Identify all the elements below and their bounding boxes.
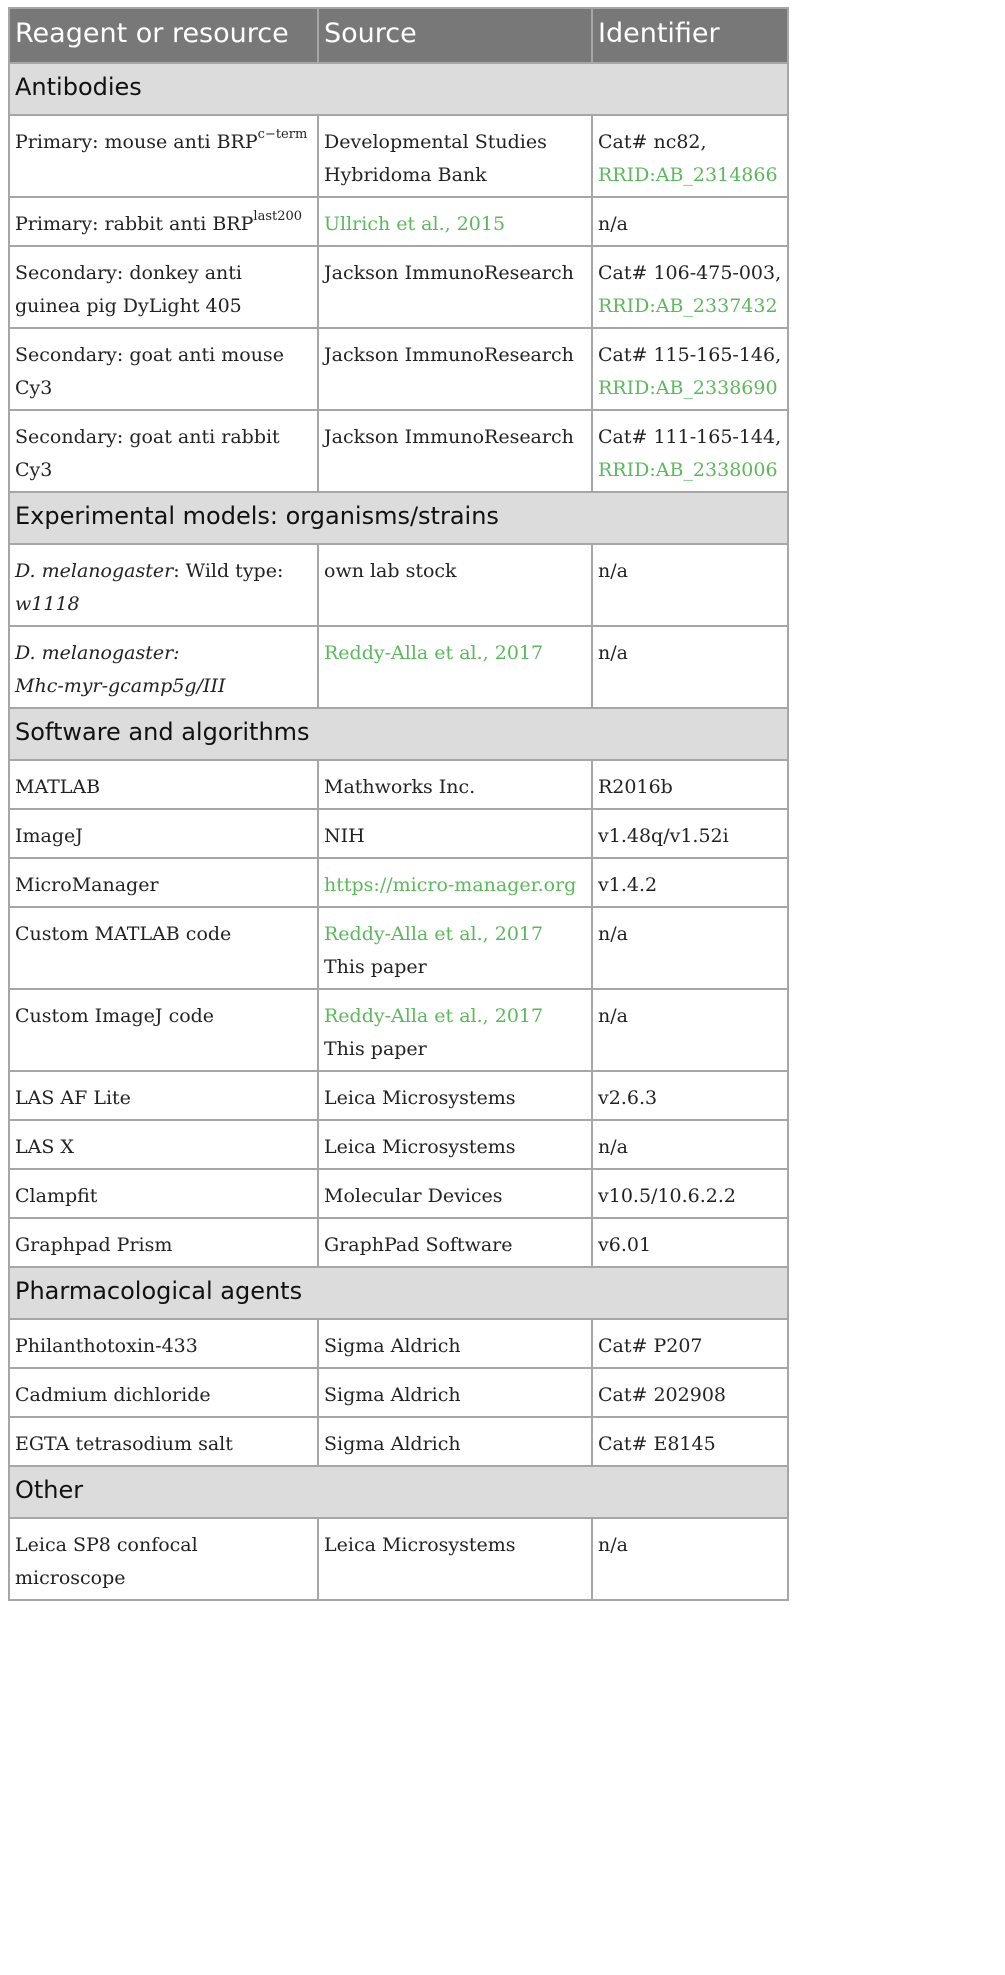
source-cell: GraphPad Software [318, 1218, 592, 1267]
reagent-cell: EGTA tetrasodium salt [9, 1417, 318, 1466]
source-cell: own lab stock [318, 544, 592, 626]
section-title: Pharmacological agents [9, 1267, 788, 1319]
section-title: Antibodies [9, 63, 788, 115]
table-row [9, 1319, 788, 1368]
identifier-cell: n/a [592, 1120, 788, 1169]
table-row [9, 197, 788, 246]
section-row-other [9, 1466, 788, 1518]
catalog-number: Cat# 115-165-146, [598, 344, 782, 366]
identifier-cell: v2.6.3 [592, 1071, 788, 1120]
header-identifier: Identifier [592, 8, 788, 63]
reagent-cell: MATLAB [9, 760, 318, 809]
table-body [9, 63, 788, 1600]
source-cell: Jackson ImmunoResearch [318, 328, 592, 410]
source-cell [318, 858, 592, 907]
identifier-cell: v1.48q/v1.52i [592, 809, 788, 858]
section-title: Software and algorithms [9, 708, 788, 760]
table-row [9, 1218, 788, 1267]
source-extra: This paper [324, 1038, 427, 1060]
identifier-cell [592, 410, 788, 492]
reagent-cell: Secondary: goat anti rabbit Cy3 [9, 410, 318, 492]
identifier-cell: v10.5/10.6.2.2 [592, 1169, 788, 1218]
table-row [9, 410, 788, 492]
species-name: D. melanogaster [15, 560, 174, 582]
reagent-cell: Clampfit [9, 1169, 318, 1218]
citation-year-link[interactable]: 2017 [494, 1005, 544, 1027]
key-resources-table-container [8, 7, 787, 1601]
identifier-cell: Cat# 202908 [592, 1368, 788, 1417]
identifier-cell: v6.01 [592, 1218, 788, 1267]
identifier-cell: n/a [592, 907, 788, 989]
source-cell [318, 197, 592, 246]
section-row-models [9, 492, 788, 544]
table-header [9, 8, 788, 63]
source-cell: Sigma Aldrich [318, 1368, 592, 1417]
source-cell: Sigma Aldrich [318, 1319, 592, 1368]
source-cell: Molecular Devices [318, 1169, 592, 1218]
table-row [9, 246, 788, 328]
reagent-cell [9, 544, 318, 626]
reagent-cell: MicroManager [9, 858, 318, 907]
source-cell: Leica Microsystems [318, 1518, 592, 1600]
table-row [9, 907, 788, 989]
identifier-cell [592, 115, 788, 197]
table-row [9, 989, 788, 1071]
rrid-link[interactable]: RRID:AB_2337432 [598, 295, 778, 317]
rrid-link[interactable]: RRID:AB_2314866 [598, 164, 778, 186]
source-cell: Mathworks Inc. [318, 760, 592, 809]
reagent-cell: Cadmium dichloride [9, 1368, 318, 1417]
reagent-cell [9, 115, 318, 197]
strain-descriptor: : Wild type: [173, 560, 284, 582]
source-cell: Jackson ImmunoResearch [318, 246, 592, 328]
reagent-cell [9, 197, 318, 246]
reagent-cell: Secondary: donkey anti guinea pig DyLight 405 [9, 246, 318, 328]
identifier-cell: n/a [592, 197, 788, 246]
section-row-software [9, 708, 788, 760]
reagent-cell: Philanthotoxin-433 [9, 1319, 318, 1368]
reagent-cell: Custom ImageJ code [9, 989, 318, 1071]
citation-link[interactable]: Reddy-Alla et al., [324, 642, 489, 664]
table-row [9, 1169, 788, 1218]
table-row [9, 858, 788, 907]
source-cell [318, 626, 592, 708]
identifier-cell: n/a [592, 626, 788, 708]
table-row [9, 115, 788, 197]
reagent-cell: LAS X [9, 1120, 318, 1169]
citation-year-link[interactable]: 2017 [494, 642, 544, 664]
reagent-superscript: last200 [253, 208, 303, 224]
source-cell [318, 989, 592, 1071]
reagent-cell: Leica SP8 confocal microscope [9, 1518, 318, 1600]
catalog-number: Cat# 111-165-144, [598, 426, 782, 448]
identifier-cell: n/a [592, 1518, 788, 1600]
identifier-cell: v1.4.2 [592, 858, 788, 907]
strain-name: w1118 [15, 593, 80, 615]
identifier-cell: Cat# P207 [592, 1319, 788, 1368]
source-cell [318, 907, 592, 989]
identifier-cell: n/a [592, 544, 788, 626]
table-row [9, 1071, 788, 1120]
header-reagent: Reagent or resource [9, 8, 318, 63]
reagent-cell: Custom MATLAB code [9, 907, 318, 989]
reagent-superscript: c−term [257, 126, 308, 142]
reagent-cell [9, 626, 318, 708]
section-row-pharma [9, 1267, 788, 1319]
table-row [9, 1120, 788, 1169]
citation-year-link[interactable]: 2015 [456, 213, 506, 235]
citation-link[interactable]: Reddy-Alla et al., [324, 1005, 489, 1027]
citation-link[interactable]: Ullrich et al., [324, 213, 451, 235]
section-title: Other [9, 1466, 788, 1518]
source-cell: Leica Microsystems [318, 1071, 592, 1120]
citation-link[interactable]: Reddy-Alla et al., [324, 923, 489, 945]
table-row [9, 809, 788, 858]
source-cell: Jackson ImmunoResearch [318, 410, 592, 492]
table-row [9, 760, 788, 809]
source-cell: Developmental Studies Hybridoma Bank [318, 115, 592, 197]
reagent-name: Primary: rabbit anti BRP [15, 213, 254, 235]
identifier-cell [592, 246, 788, 328]
reagent-name: Primary: mouse anti BRP [15, 131, 258, 153]
reagent-cell: Graphpad Prism [9, 1218, 318, 1267]
section-title: Experimental models: organisms/strains [9, 492, 788, 544]
catalog-number: Cat# 106-475-003, [598, 262, 782, 284]
citation-year-link[interactable]: 2017 [494, 923, 544, 945]
key-resources-table [8, 7, 789, 1601]
table-row [9, 1518, 788, 1600]
catalog-number: Cat# nc82, [598, 131, 707, 153]
identifier-cell: R2016b [592, 760, 788, 809]
url-link[interactable]: https://micro-manager.org [324, 874, 577, 896]
species-name: D. melanogaster: [15, 642, 180, 664]
table-row [9, 544, 788, 626]
source-cell: NIH [318, 809, 592, 858]
identifier-cell: n/a [592, 989, 788, 1071]
header-row [9, 8, 788, 63]
source-cell: Sigma Aldrich [318, 1417, 592, 1466]
reagent-cell: ImageJ [9, 809, 318, 858]
strain-name: Mhc-myr-gcamp5g/III [15, 675, 226, 697]
source-cell: Leica Microsystems [318, 1120, 592, 1169]
reagent-cell: Secondary: goat anti mouse Cy3 [9, 328, 318, 410]
table-row [9, 1417, 788, 1466]
table-row [9, 1368, 788, 1417]
header-source: Source [318, 8, 592, 63]
identifier-cell [592, 328, 788, 410]
section-row-antibodies [9, 63, 788, 115]
rrid-link[interactable]: RRID:AB_2338006 [598, 459, 778, 481]
reagent-cell: LAS AF Lite [9, 1071, 318, 1120]
source-extra: This paper [324, 956, 427, 978]
table-row [9, 328, 788, 410]
table-row [9, 626, 788, 708]
identifier-cell: Cat# E8145 [592, 1417, 788, 1466]
rrid-link[interactable]: RRID:AB_2338690 [598, 377, 778, 399]
